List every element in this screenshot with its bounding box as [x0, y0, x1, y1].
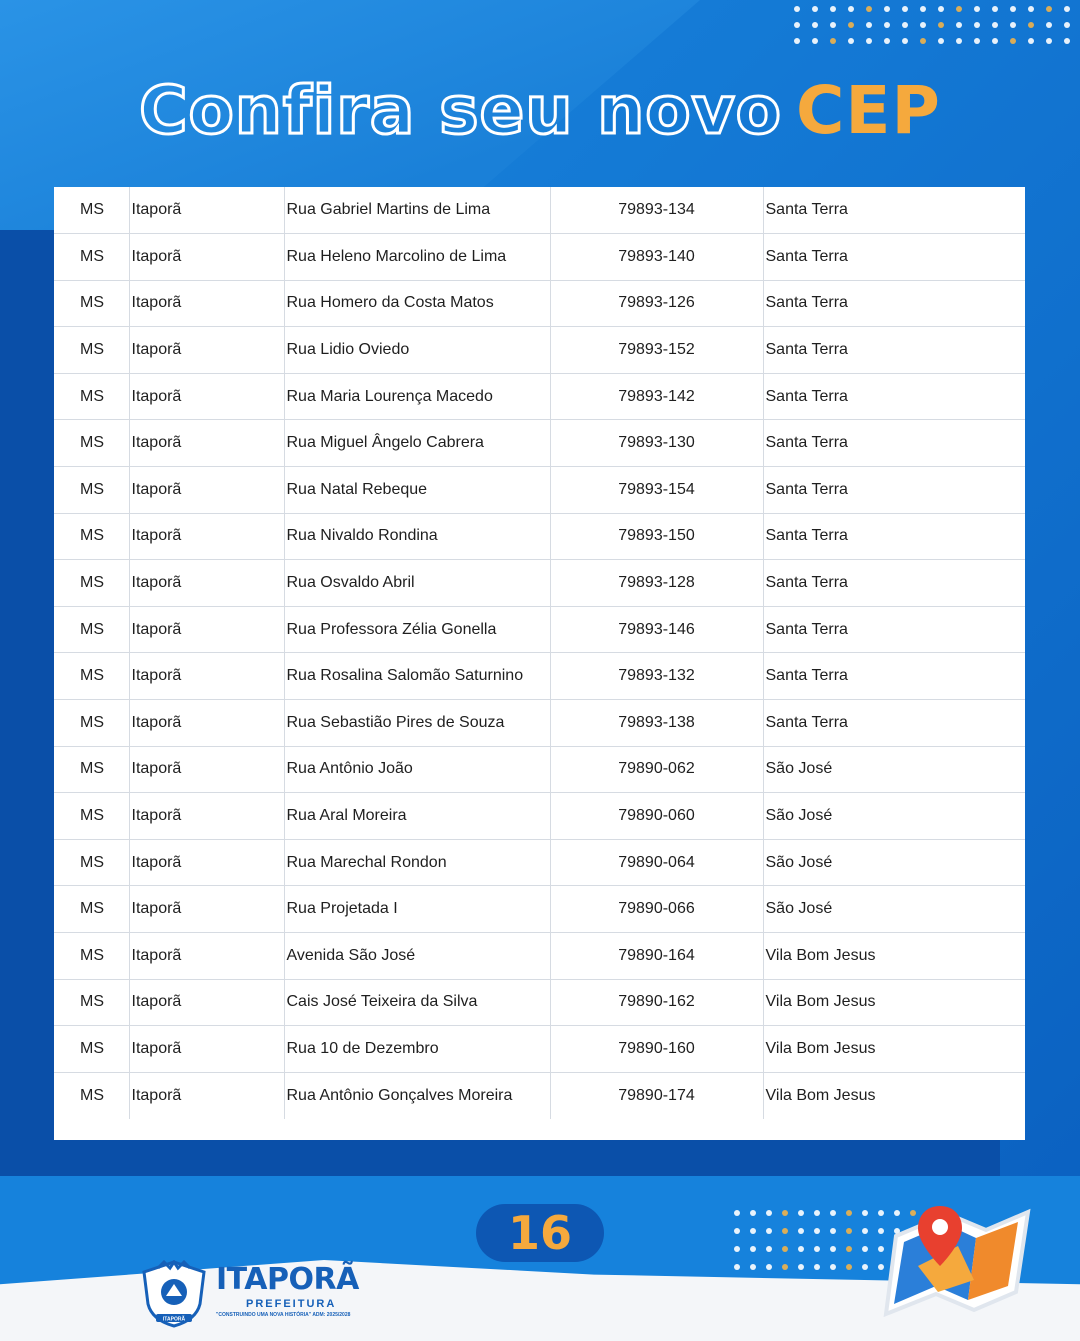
decorative-dot [794, 38, 800, 44]
decorative-dot [1064, 38, 1070, 44]
decorative-dot [812, 22, 818, 28]
cell-bairro: Santa Terra [763, 653, 1025, 700]
decorative-dot [750, 1228, 756, 1234]
cell-logradouro: Rua 10 de Dezembro [284, 1026, 550, 1073]
cell-logradouro: Rua Maria Lourença Macedo [284, 373, 550, 420]
cell-cep: 79893-126 [550, 280, 763, 327]
table-row [54, 979, 1025, 1026]
cell-bairro: Santa Terra [763, 373, 1025, 420]
cell-bairro: São José [763, 746, 1025, 793]
cell-logradouro: Cais José Teixeira da Silva [284, 979, 550, 1026]
cell-uf: MS [54, 373, 129, 420]
cell-bairro: Santa Terra [763, 280, 1025, 327]
cell-bairro: Santa Terra [763, 560, 1025, 607]
decorative-dot [734, 1246, 740, 1252]
decorative-dot [866, 38, 872, 44]
decorative-dot [956, 22, 962, 28]
prefeitura-logo [138, 1258, 378, 1328]
cell-uf: MS [54, 187, 129, 234]
decorative-dot [782, 1228, 788, 1234]
cell-logradouro: Rua Antônio João [284, 746, 550, 793]
cell-cep: 79890-066 [550, 886, 763, 933]
decorative-dot [798, 1228, 804, 1234]
cell-cep: 79893-130 [550, 420, 763, 467]
decorative-dot [992, 6, 998, 12]
cell-cep: 79890-164 [550, 933, 763, 980]
cell-cep: 79893-138 [550, 700, 763, 747]
cell-cidade: Itaporã [129, 234, 284, 281]
decorative-dots-top [794, 6, 1070, 44]
decorative-dot [884, 38, 890, 44]
cell-logradouro: Rua Rosalina Salomão Saturnino [284, 653, 550, 700]
cell-uf: MS [54, 933, 129, 980]
decorative-dot [766, 1228, 772, 1234]
decorative-dot [902, 22, 908, 28]
logo-tagline: "CONSTRUINDO UMA NOVA HISTÓRIA" ADM: 2025/2028 [216, 1312, 351, 1318]
cell-uf: MS [54, 467, 129, 514]
cell-cep: 79890-060 [550, 793, 763, 840]
page-title [0, 72, 1080, 149]
cell-logradouro: Rua Natal Rebeque [284, 467, 550, 514]
cell-logradouro: Rua Nivaldo Rondina [284, 513, 550, 560]
cell-cidade: Itaporã [129, 280, 284, 327]
cell-cidade: Itaporã [129, 746, 284, 793]
decorative-dot [974, 38, 980, 44]
cell-uf: MS [54, 560, 129, 607]
cell-cidade: Itaporã [129, 886, 284, 933]
title-text-accent: CEP [795, 72, 941, 149]
cell-cep: 79893-142 [550, 373, 763, 420]
cell-bairro: Vila Bom Jesus [763, 979, 1025, 1026]
cell-cidade: Itaporã [129, 1072, 284, 1119]
table-row [54, 560, 1025, 607]
svg-text:ITAPORÃ: ITAPORÃ [162, 1316, 186, 1323]
decorative-dot [782, 1246, 788, 1252]
cell-bairro: Vila Bom Jesus [763, 933, 1025, 980]
cell-bairro: Vila Bom Jesus [763, 1026, 1025, 1073]
decorative-dot [1028, 6, 1034, 12]
decorative-dot [812, 38, 818, 44]
decorative-dot [1064, 22, 1070, 28]
decorative-dot [766, 1264, 772, 1270]
decorative-dot [846, 1228, 852, 1234]
cell-bairro: São José [763, 793, 1025, 840]
decorative-dot [750, 1246, 756, 1252]
decorative-dot [814, 1210, 820, 1216]
decorative-dot [794, 6, 800, 12]
cep-table [54, 187, 1025, 1140]
decorative-dot [830, 1264, 836, 1270]
decorative-dot [884, 22, 890, 28]
cell-cidade: Itaporã [129, 1026, 284, 1073]
table-row [54, 280, 1025, 327]
table-row [54, 467, 1025, 514]
decorative-dot [1010, 38, 1016, 44]
decorative-dot [848, 6, 854, 12]
table-row [54, 513, 1025, 560]
cell-cep: 79890-062 [550, 746, 763, 793]
cell-cidade: Itaporã [129, 979, 284, 1026]
decorative-dot [862, 1246, 868, 1252]
cep-table-body [54, 187, 1025, 1119]
decorative-dot [866, 6, 872, 12]
cell-bairro: Santa Terra [763, 467, 1025, 514]
decorative-dot [902, 38, 908, 44]
cell-cidade: Itaporã [129, 933, 284, 980]
decorative-dot [846, 1246, 852, 1252]
decorative-dot [848, 38, 854, 44]
cell-bairro: Santa Terra [763, 700, 1025, 747]
cell-uf: MS [54, 746, 129, 793]
decorative-dot [766, 1210, 772, 1216]
decorative-dot [1046, 22, 1052, 28]
decorative-dot [956, 38, 962, 44]
cell-uf: MS [54, 280, 129, 327]
decorative-dot [846, 1264, 852, 1270]
decorative-dot [1028, 38, 1034, 44]
cell-bairro: Santa Terra [763, 187, 1025, 234]
cell-cidade: Itaporã [129, 793, 284, 840]
cell-bairro: Santa Terra [763, 234, 1025, 281]
table-row [54, 234, 1025, 281]
cell-uf: MS [54, 513, 129, 560]
cell-logradouro: Rua Homero da Costa Matos [284, 280, 550, 327]
cell-uf: MS [54, 886, 129, 933]
table-row [54, 373, 1025, 420]
page-number: 16 [507, 1206, 572, 1260]
logo-subtitle: PREFEITURA [246, 1298, 337, 1310]
cell-uf: MS [54, 839, 129, 886]
decorative-dot [1010, 6, 1016, 12]
table-row [54, 187, 1025, 234]
table-row [54, 839, 1025, 886]
decorative-dot [938, 6, 944, 12]
cell-cidade: Itaporã [129, 467, 284, 514]
cell-bairro: Santa Terra [763, 327, 1025, 374]
decorative-dot [846, 1210, 852, 1216]
cell-cep: 79893-152 [550, 327, 763, 374]
decorative-dot [1046, 6, 1052, 12]
decorative-dot [814, 1264, 820, 1270]
decorative-dot [830, 38, 836, 44]
table-row [54, 793, 1025, 840]
logo-name: ITAPORÃ [216, 1262, 359, 1297]
cell-cep: 79890-162 [550, 979, 763, 1026]
decorative-dot [956, 6, 962, 12]
decorative-dot [766, 1246, 772, 1252]
map-pin-icon [878, 1196, 1038, 1326]
decorative-dot [862, 1264, 868, 1270]
decorative-dot [992, 22, 998, 28]
table-row [54, 700, 1025, 747]
cell-cep: 79890-160 [550, 1026, 763, 1073]
cell-uf: MS [54, 327, 129, 374]
decorative-dot [884, 6, 890, 12]
cell-uf: MS [54, 606, 129, 653]
cell-bairro: São José [763, 886, 1025, 933]
table-row [54, 327, 1025, 374]
decorative-dot [902, 6, 908, 12]
decorative-dot [1028, 22, 1034, 28]
city-seal-icon [138, 1260, 210, 1328]
cell-logradouro: Rua Aral Moreira [284, 793, 550, 840]
cell-cidade: Itaporã [129, 653, 284, 700]
table-row [54, 653, 1025, 700]
cell-cidade: Itaporã [129, 420, 284, 467]
decorative-dot [750, 1264, 756, 1270]
decorative-dot [814, 1228, 820, 1234]
cep-table-grid [54, 187, 1025, 1119]
cell-bairro: Santa Terra [763, 513, 1025, 560]
page-number-badge [476, 1204, 604, 1262]
cell-uf: MS [54, 420, 129, 467]
cell-cep: 79893-128 [550, 560, 763, 607]
decorative-dot [782, 1210, 788, 1216]
decorative-dot [830, 1228, 836, 1234]
decorative-dot [862, 1210, 868, 1216]
cell-cep: 79893-150 [550, 513, 763, 560]
cell-cidade: Itaporã [129, 560, 284, 607]
decorative-dot [1046, 38, 1052, 44]
decorative-dot [974, 6, 980, 12]
table-row [54, 933, 1025, 980]
decorative-dot [992, 38, 998, 44]
decorative-dot [920, 6, 926, 12]
cell-uf: MS [54, 979, 129, 1026]
decorative-dot [920, 38, 926, 44]
cell-logradouro: Rua Marechal Rondon [284, 839, 550, 886]
cell-logradouro: Rua Gabriel Martins de Lima [284, 187, 550, 234]
cell-logradouro: Rua Heleno Marcolino de Lima [284, 234, 550, 281]
decorative-dot [812, 6, 818, 12]
decorative-dot [938, 22, 944, 28]
cell-bairro: São José [763, 839, 1025, 886]
decorative-dot [794, 22, 800, 28]
decorative-dot [798, 1210, 804, 1216]
cell-cidade: Itaporã [129, 513, 284, 560]
cell-logradouro: Rua Lidio Oviedo [284, 327, 550, 374]
cell-logradouro: Rua Sebastião Pires de Souza [284, 700, 550, 747]
cell-bairro: Vila Bom Jesus [765, 1086, 876, 1104]
cell-uf: MS [54, 1026, 129, 1073]
cell-bairro: Santa Terra [763, 420, 1025, 467]
cell-logradouro: Rua Miguel Ângelo Cabrera [284, 420, 550, 467]
decorative-dot [734, 1210, 740, 1216]
decorative-dot [866, 22, 872, 28]
decorative-dot [814, 1246, 820, 1252]
cell-logradouro: Rua Osvaldo Abril [284, 560, 550, 607]
cell-cidade: Itaporã [129, 606, 284, 653]
cell-uf: MS [54, 1072, 129, 1119]
table-row [54, 746, 1025, 793]
cell-cep: 79890-174 [550, 1072, 763, 1119]
decorative-dot [830, 1210, 836, 1216]
cell-cep: 79893-140 [550, 234, 763, 281]
cell-cep: 79893-134 [550, 187, 763, 234]
cell-cidade: Itaporã [129, 373, 284, 420]
decorative-dot [848, 22, 854, 28]
cell-cep: 79890-064 [550, 839, 763, 886]
decorative-dot [830, 6, 836, 12]
table-row [54, 606, 1025, 653]
cell-logradouro: Rua Professora Zélia Gonella [284, 606, 550, 653]
cell-uf: MS [54, 793, 129, 840]
decorative-dot [1064, 6, 1070, 12]
cell-cidade: Itaporã [129, 327, 284, 374]
table-row [54, 420, 1025, 467]
decorative-dot [798, 1246, 804, 1252]
cell-cidade: Itaporã [129, 187, 284, 234]
title-text-outline: Confira seu novo [139, 72, 782, 149]
decorative-dot [974, 22, 980, 28]
decorative-dot [1010, 22, 1016, 28]
decorative-dot [920, 22, 926, 28]
cell-logradouro: Rua Antônio Gonçalves Moreira [284, 1072, 550, 1119]
decorative-dot [750, 1210, 756, 1216]
decorative-dot [734, 1264, 740, 1270]
cell-cidade: Itaporã [129, 700, 284, 747]
table-row [54, 1072, 1025, 1119]
decorative-dot [782, 1264, 788, 1270]
cell-cep: 79893-146 [550, 606, 763, 653]
cell-uf: MS [54, 653, 129, 700]
cell-bairro: Santa Terra [763, 606, 1025, 653]
cell-cep: 79893-132 [550, 653, 763, 700]
decorative-dot [830, 22, 836, 28]
cell-cidade: Itaporã [129, 839, 284, 886]
decorative-dot [798, 1264, 804, 1270]
cell-uf: MS [54, 234, 129, 281]
decorative-dot [830, 1246, 836, 1252]
table-row [54, 886, 1025, 933]
cell-uf: MS [54, 700, 129, 747]
cell-logradouro: Avenida São José [284, 933, 550, 980]
decorative-dot [862, 1228, 868, 1234]
decorative-dot [734, 1228, 740, 1234]
table-row [54, 1026, 1025, 1073]
cell-logradouro: Rua Projetada I [284, 886, 550, 933]
decorative-dot [938, 38, 944, 44]
cell-cep: 79893-154 [550, 467, 763, 514]
